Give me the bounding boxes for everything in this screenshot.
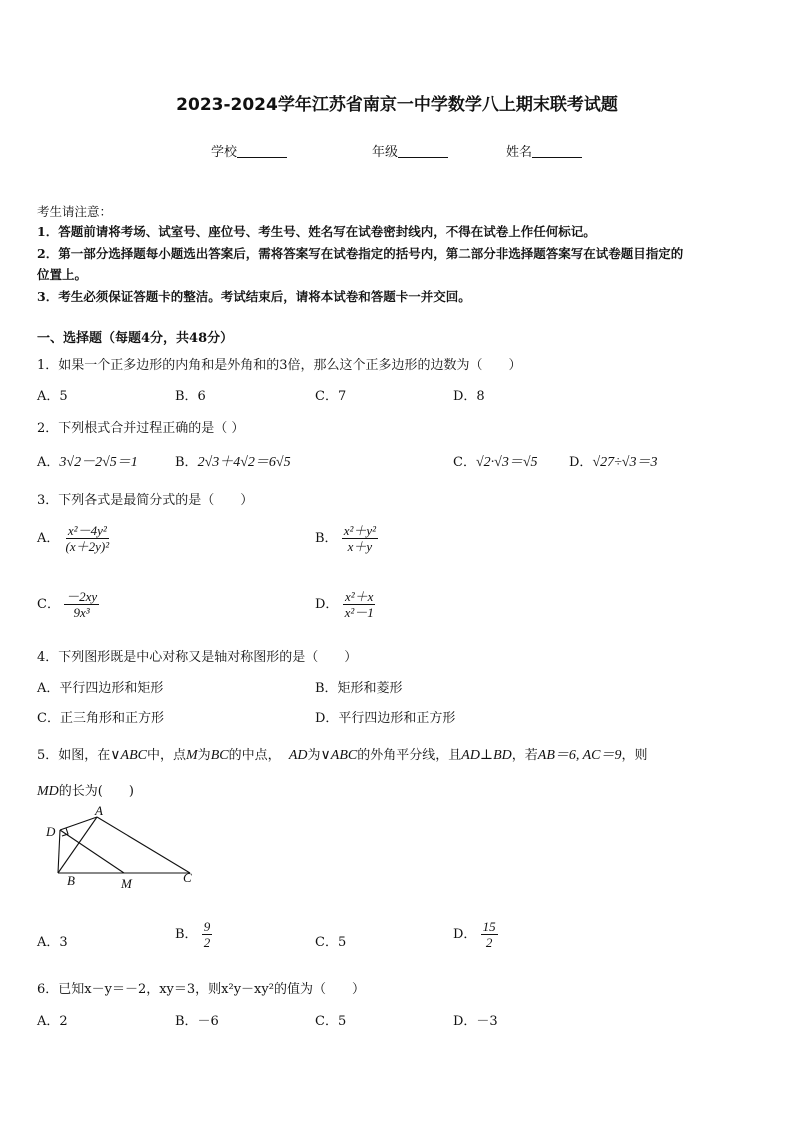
label-m: M — [121, 876, 132, 890]
notice-item-2: 2．第一部分选择题每小题选出答案后，需将答案写在试卷指定的括号内，第二部分非选择题答案写在试卷题目指定的 — [37, 246, 684, 261]
q2-option-a — [37, 451, 138, 471]
segment-db — [58, 830, 60, 873]
q4-option-b: B．矩形和菱形 — [315, 681, 403, 696]
question-5-stem-cont — [37, 780, 134, 800]
question-2-stem: 2．下列根式合并过程正确的是（ ） — [37, 421, 245, 436]
q5-text-c: 为 — [197, 748, 211, 763]
q3-option-d-fraction — [343, 589, 376, 620]
q5-figure — [40, 805, 200, 890]
grade-blank — [398, 145, 448, 158]
name-field — [506, 141, 582, 160]
q4-option-c: C．正三角形和正方形 — [37, 711, 164, 726]
q4-option-d: D．平行四边形和正方形 — [315, 711, 456, 726]
q3-c-denominator: 9x³ — [73, 605, 90, 620]
q3-b-denominator: x＋y — [347, 539, 373, 554]
notice-item-2-cont: 位置上。 — [37, 267, 88, 282]
q5-condition: AB＝6, AC＝9 — [537, 748, 622, 763]
q3-d-numerator: x²＋x — [344, 589, 374, 604]
q5-option-c — [315, 931, 346, 950]
q5-segment-ad: AD — [288, 748, 308, 763]
q5-option-d-fraction — [481, 919, 498, 950]
label-b: B — [67, 873, 75, 888]
q6-option-c: C．5 — [315, 1014, 347, 1029]
grade-field — [372, 141, 448, 160]
question-1-stem: 1．如果一个正多边形的内角和是外角和的3倍，那么这个正多边形的边数为（ ） — [37, 358, 522, 373]
q5-option-d-label: D． — [453, 927, 477, 942]
q2-option-d-expr: √27÷√3＝3 — [592, 455, 658, 470]
q3-option-a — [37, 523, 111, 554]
q2-option-b — [175, 451, 291, 471]
q3-option-d-label: D． — [315, 597, 339, 612]
q1-option-d: D．8 — [453, 389, 485, 404]
school-label: 学校 — [211, 145, 238, 160]
q5-option-c-label: C． — [315, 935, 338, 950]
page-title: 2023-2024学年江苏省南京一中学数学八上期末联考试题 — [176, 95, 618, 115]
q5-text-g: ，若 — [511, 748, 538, 763]
question-5-stem — [37, 744, 648, 764]
q3-d-denominator: x²－1 — [344, 605, 374, 620]
q5-d-numerator: 15 — [482, 919, 496, 934]
q5-option-a-label: A． — [37, 935, 60, 950]
q5-option-c-value: 5 — [337, 935, 347, 950]
q5-text-e: 为 — [307, 748, 321, 763]
notice-item-3: 3．考生必须保证答题卡的整洁。考试结束后，请将本试卷和答题卡一并交回。 — [37, 289, 471, 304]
q5-option-b-fraction — [202, 919, 213, 950]
q3-option-c — [37, 589, 99, 620]
q2-option-c-label: C． — [453, 455, 476, 470]
q5-text-b: 中，点 — [146, 748, 186, 763]
grade-label: 年级 — [372, 145, 399, 160]
q2-option-a-label: A． — [37, 455, 60, 470]
q6-option-d: D．－3 — [453, 1014, 498, 1029]
q5-triangle-2: ∨ABC — [320, 748, 358, 763]
q2-option-b-label: B． — [175, 455, 198, 470]
q4-option-a: A．平行四边形和矩形 — [37, 681, 164, 696]
q5-point-m: M — [186, 748, 198, 763]
q5-perp: AD⊥BD — [461, 748, 512, 763]
q3-option-c-fraction — [64, 589, 99, 620]
q5-text-i: 的长为( ) — [58, 784, 134, 799]
q5-b-denominator: 2 — [203, 935, 211, 950]
question-3-stem: 3．下列各式是最简分式的是（ ） — [37, 493, 254, 508]
q5-text-d: 的中点， — [228, 748, 281, 763]
name-label: 姓名 — [506, 145, 533, 160]
notice-item-1: 1．答题前请将考场、试室号、座位号、考生号、姓名写在试卷密封线内，不得在试卷上作任何标记。 — [37, 224, 596, 239]
q5-text-f: 的外角平分线，且 — [357, 748, 462, 763]
q3-a-numerator: x²－4y² — [67, 523, 107, 538]
q3-b-numerator: x²＋y² — [343, 523, 377, 538]
q5-segment-bc: BC — [210, 748, 229, 763]
q1-option-b: B．6 — [175, 389, 206, 404]
school-field — [211, 141, 287, 160]
q3-c-numerator: －2xy — [66, 589, 98, 604]
q2-option-c — [453, 451, 538, 471]
q3-option-d — [315, 589, 376, 620]
q5-segment-md: MD — [37, 784, 59, 799]
q3-option-a-fraction — [64, 523, 112, 554]
label-c: C — [183, 870, 192, 885]
q5-text-h: ，则 — [621, 748, 648, 763]
q6-option-b: B．－6 — [175, 1014, 219, 1029]
q5-option-d — [453, 919, 498, 950]
q5-d-denominator: 2 — [485, 935, 493, 950]
q1-option-a: A．5 — [37, 389, 68, 404]
q5-option-b — [175, 919, 212, 950]
q3-a-denominator: (x＋2y)² — [65, 539, 110, 554]
q1-option-c: C．7 — [315, 389, 347, 404]
notice-heading: 考生请注意： — [37, 204, 113, 219]
question-6-stem: 6．已知x－y＝－2，xy＝3，则x²y－xy²的值为（ ） — [37, 982, 365, 997]
label-d: D — [46, 824, 56, 839]
school-blank — [237, 145, 287, 158]
q2-option-b-expr: 2√3＋4√2＝6√5 — [197, 455, 291, 470]
q3-option-a-label: A． — [37, 531, 60, 546]
q3-option-b-label: B． — [315, 531, 338, 546]
segment-ba — [58, 817, 97, 873]
segment-da — [60, 817, 97, 830]
q3-option-c-label: C． — [37, 597, 60, 612]
q2-option-d-label: D． — [569, 455, 593, 470]
q3-option-b-fraction — [342, 523, 378, 554]
q5-triangle-1: ∨ABC — [110, 748, 147, 763]
q2-option-d — [569, 451, 658, 471]
q2-option-c-expr: √2·√3＝√5 — [475, 455, 538, 470]
name-blank — [532, 145, 582, 158]
q5-b-numerator: 9 — [203, 919, 211, 934]
q5-option-a — [37, 931, 68, 950]
q5-text-a: 5．如图，在 — [37, 748, 111, 763]
q2-option-a-expr: 3√2－2√5＝1 — [59, 455, 138, 470]
question-4-stem: 4．下列图形既是中心对称又是轴对称图形的是（ ） — [37, 650, 358, 665]
q5-option-a-value: 3 — [59, 935, 68, 950]
label-a: A — [95, 805, 103, 818]
section-heading: 一、选择题（每题4分，共48分） — [37, 331, 234, 346]
q6-option-a: A．2 — [37, 1014, 68, 1029]
segment-dm — [60, 830, 124, 873]
q3-option-b — [315, 523, 378, 554]
q5-option-b-label: B． — [175, 927, 198, 942]
